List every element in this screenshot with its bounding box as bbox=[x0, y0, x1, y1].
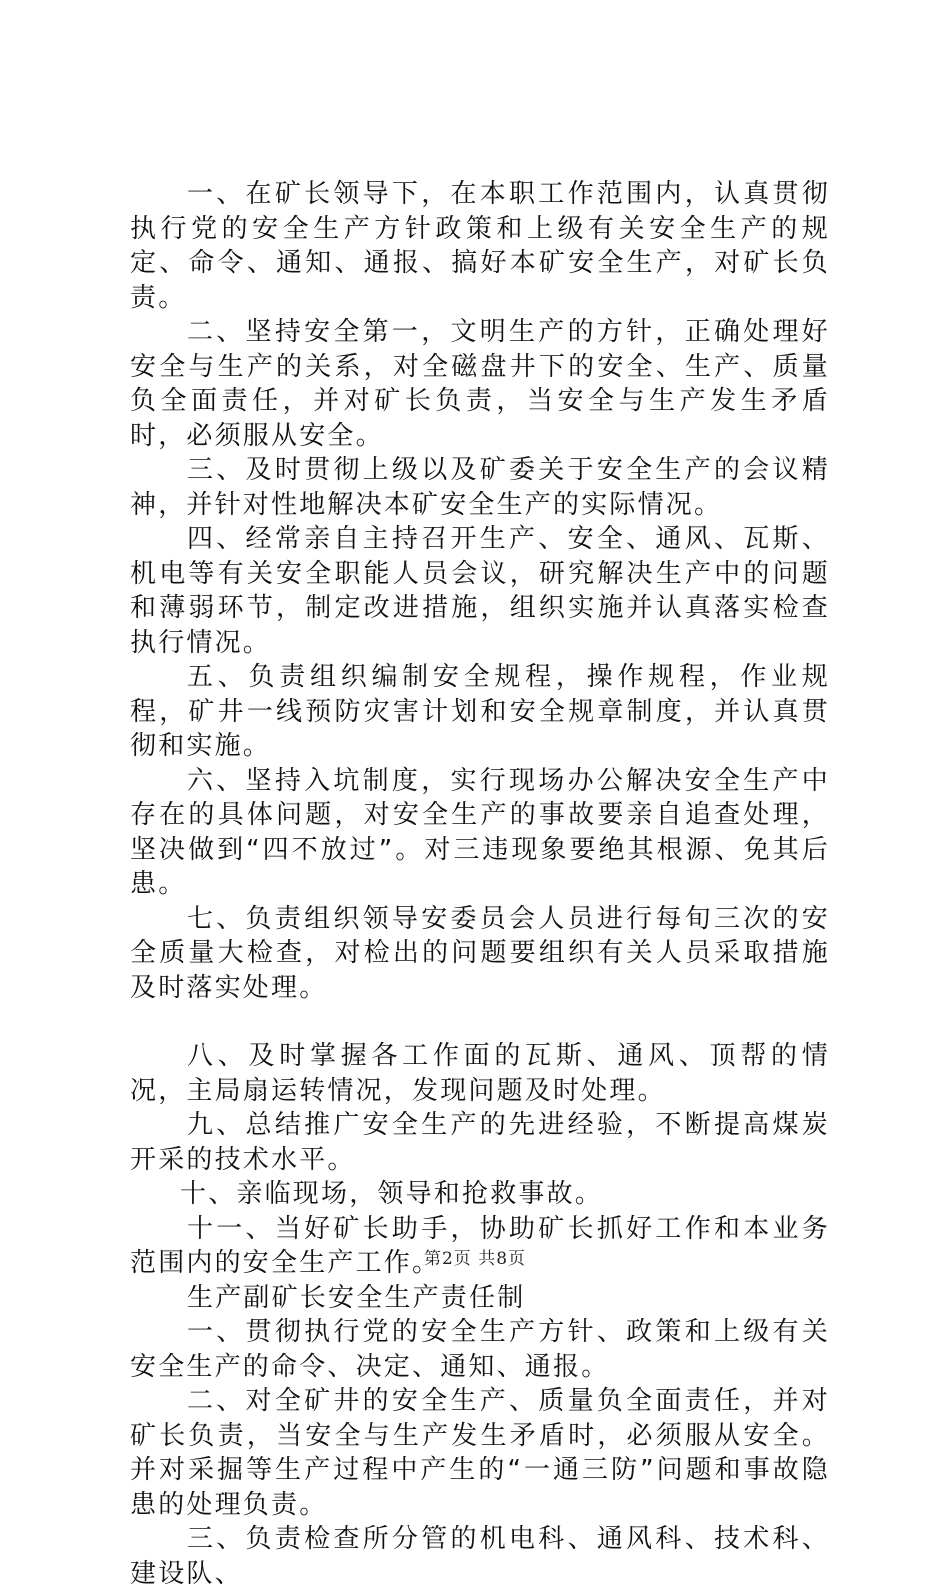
paragraph-4: 四、经常亲自主持召开生产、安全、通风、瓦斯、机电等有关安全职能人员会议，研究解决生产中的问题和薄弱环节，制定改进措施，组织实施并认真落实检查执行情况。 bbox=[130, 524, 830, 658]
paragraph-5: 五、负责组织编制安全规程，操作规程，作业规程，矿井一线预防灾害计划和安全规章制度，并认真贯彻和实施。 bbox=[130, 662, 830, 761]
paragraph-3: 三、及时贯彻上级以及矿委关于安全生产的会议精神，并针对性地解决本矿安全生产的实际情况。 bbox=[130, 455, 830, 520]
paragraph-15: 三、负责检查所分管的机电科、通风科、技术科、建设队、 bbox=[130, 1524, 830, 1589]
paragraph-7: 七、负责组织领导安委员会人员进行每旬三次的安全质量大检查，对检出的问题要组织有关人员采取措施及时落实处理。 bbox=[130, 903, 830, 1003]
paragraph-13: 一、贯彻执行党的安全生产方针、政策和上级有关安全生产的命令、决定、通知、通报。 bbox=[130, 1317, 830, 1382]
paragraph-1: 一、在矿长领导下，在本职工作范围内，认真贯彻执行党的安全生产方针政策和上级有关安全生产的规定、命令、通知、通报、搞好本矿安全生产，对矿长负责。 bbox=[130, 179, 830, 313]
paragraph-2: 二、坚持安全第一，文明生产的方针，正确处理好安全与生产的关系，对全磁盘井下的安全、生产、质量负全面责任，并对矿长负责，当安全与生产发生矛盾时，必须服从安全。 bbox=[130, 317, 830, 451]
paragraph-11: 十一、当好矿长助手，协助矿长抓好工作和本业务范围内的安全生产工作。 bbox=[130, 1213, 830, 1278]
page-number-footer: 第2页 共8页 bbox=[423, 1249, 527, 1269]
section-heading: 生产副矿长安全生产责任制 bbox=[187, 1282, 526, 1313]
paragraph-6: 六、坚持入坑制度，实行现场办公解决安全生产中存在的具体问题，对安全生产的事故要亲自追查处理，坚决做到“四不放过”。对三违现象要绝其根源、免其后患。 bbox=[130, 765, 830, 899]
paragraph-14: 二、对全矿井的安全生产、质量负全面责任，并对矿长负责，当安全与生产发生矛盾时，必须服从安全。并对采掘等生产过程中产生的“一通三防”问题和事故隐患的处理负责。 bbox=[130, 1386, 830, 1520]
paragraph-9: 九、总结推广安全生产的先进经验，不断提高煤炭开采的技术水平。 bbox=[130, 1110, 830, 1175]
document-body bbox=[130, 177, 830, 1591]
paragraph-10: 十、亲临现场，领导和抢救事故。 bbox=[180, 1179, 604, 1209]
paragraph-8: 八、及时掌握各工作面的瓦斯、通风、顶帮的情况，主局扇运转情况，发现问题及时处理。 bbox=[130, 1041, 830, 1106]
